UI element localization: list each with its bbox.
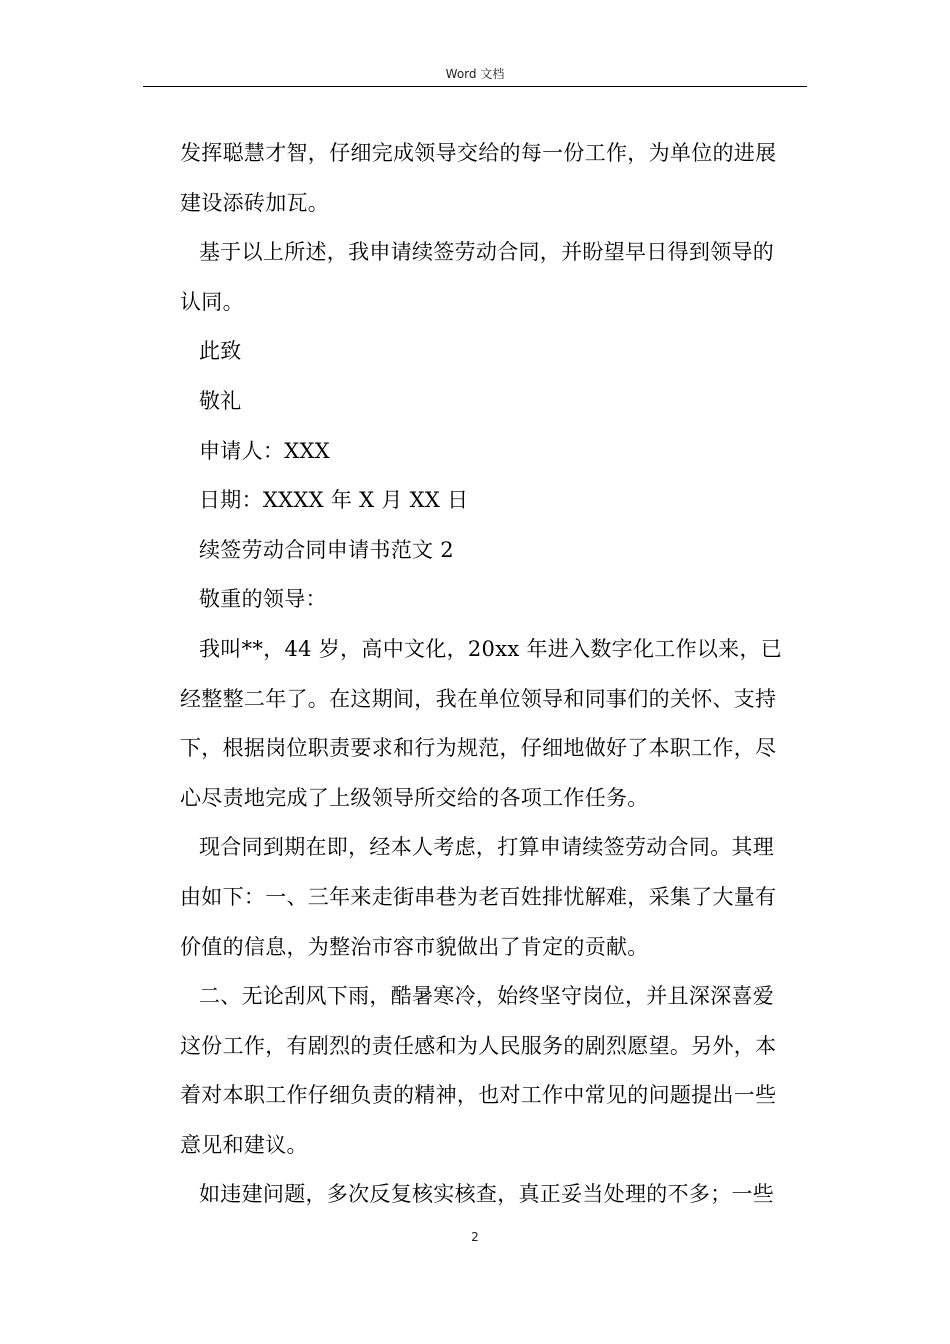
text-line: 二、无论刮风下雨，酷暑寒冷，始终坚守岗位，并且深深喜爱 [199,984,775,1009]
text-line: 经整整二年了。在这期间，我在单位领导和同事们的关怀、支持 [180,686,777,711]
section-title: 续签劳动合同申请书范文 2 [199,537,454,562]
header-divider [143,86,807,87]
text-line: 我叫**，44 岁，高中文化，20xx 年进入数字化工作以来，已 [199,636,783,661]
closing-regards: 敬礼 [199,388,242,413]
text-line: 建设添砖加瓦。 [180,190,330,215]
text-line: 发挥聪慧才智，仔细完成领导交给的每一份工作，为单位的进展 [180,141,777,165]
text-line: 意见和建议。 [180,1132,308,1157]
text-line: 下，根据岗位职责要求和行为规范，仔细地做好了本职工作，尽 [180,736,777,761]
text-line: 认同。 [180,289,244,314]
text-line: 基于以上所述，我申请续签劳动合同，并盼望早日得到领导的 [199,240,775,265]
greeting-line: 敬重的领导： [199,587,327,612]
text-line: 心尽责地完成了上级领导所交给的各项工作任务。 [180,785,649,810]
text-line: 价值的信息，为整治市容市貌做出了肯定的贡献。 [180,934,649,959]
text-line: 由如下：一、三年来走街串巷为老百姓排忧解难，采集了大量有 [180,884,777,909]
text-line: 着对本职工作仔细负责的精神，也对工作中常见的问题提出一些 [180,1083,777,1108]
text-line: 现合同到期在即，经本人考虑，打算申请续签劳动合同。其理 [199,835,775,860]
text-line: 这份工作，有剧烈的责任感和为人民服务的剧烈愿望。另外，本 [180,1033,777,1058]
page-number: 2 [471,1230,479,1244]
closing-salutation: 此致 [199,339,242,364]
date-line: 日期：XXXX 年 X 月 XX 日 [199,488,469,513]
document-body [180,129,806,1220]
page-header: Word 文档 [445,67,505,81]
text-line: 如违建问题，多次反复核实核查，真正妥当处理的不多；一些 [199,1182,775,1207]
applicant-line: 申请人：XXX [199,438,330,463]
